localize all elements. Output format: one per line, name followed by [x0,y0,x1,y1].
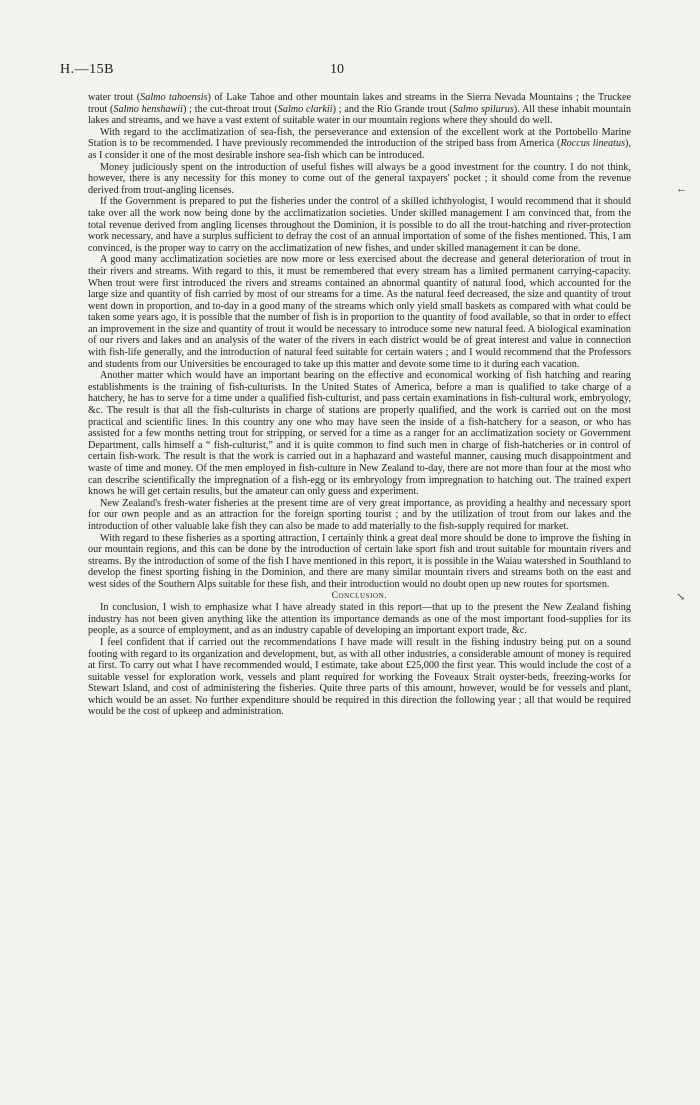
text-run: ), as I consider it one of the most desirable inshore sea-fish which can be introduced. [88,138,631,161]
margin-mark-icon: ← [676,183,687,195]
page-number: 10 [330,62,344,77]
paragraph [88,196,631,254]
text-run: With regard to the acclimatization of sea-fish, the perseverance and extension of the excellent work at the Portobello Marine Station is to be recommended. I have previously recommended the introduction of the striped bass from America ( [88,126,631,150]
species-name: Roccus lineatus [560,138,626,150]
text-run: If the Government is prepared to put the fisheries under the control of a skilled ichthyologist, I would recommend that it should take over all the work now being done by the acclimatization societies. Under skilled management I am convinced that, from the total revenue derived from angling licenses throughout the Dominion, it is possible to do all the trout-hatching and river-protection work necessary, and have a surplus sufficient to defray the cost of an annual importation of some of the fishes mentioned. This, I am convinced, is the proper way to carry on the acclimatization of new fishes, and under skilled management it can be done. [88,196,631,254]
text-run: Another matter which would have an important bearing on the effective and economical working of fish hatching and rearing establishments is the training of fish-culturists. In the United States of America, before a man is qualified to take charge of a hatchery, he has to serve for a time under a qualified fish-culturist, and pass certain examinations in fish-cultural work, embryology, &c. The result is that all the fish-culturists in charge of stations are properly qualified, and the work is carried out on the most practical and scientific lines. In this country any one who may have seen the inside of a fish-hatchery for a season, or who has assisted for a few months netting trout for stripping, or served for a time as a ranger for an acclimatization society or Government Department, calls himself a “ fish-culturist,” and it is quite common to find such men in charge of fish-hatcheries or in control of certain fish-work. The result is that the work is carried out in a haphazard and wasteful manner, causing much disappointment and waste of time and money. Of the men employed in fish-culture in New Zealand to-day, there are not more than four at the most who can describe scientifically the impregnation of a fish-egg or its embryology from impregnation to hatching out. The trained expert knows he will get certain results, but the amateur can only guess and experiment. [88,370,631,498]
text-run: I feel confident that if carried out the recommendations I have made will result in the fishing industry being put on a sound footing with regard to its organization and development, but, as with all other industries, a considerable amount of money is required at first. To carry out what I have recommended would, I estimate, take about £25,000 the first year. This would include the cost of a suitable vessel for exploration work, vessels and plant required for working the Foveaux Strait oyster-beds, freezing-works for Stewart Island, and cost of administering the fisheries. Quite three parts of this amount, however, would be for vessels and plant, which would be an asset. No further expenditure should be required in this direction the following year ; all that would be required would be the cost of upkeep and administration. [88,636,631,718]
text-run: ) ; and the Rio Grande trout ( [332,103,453,115]
page-header [60,62,620,82]
paragraph [88,498,631,533]
report-body [88,92,631,718]
document-reference: H.—15B [60,62,114,77]
paragraph [88,602,631,637]
conclusion-paragraphs [88,602,631,718]
margin-mark-icon: ↘ [676,591,686,603]
species-name: Salmo henshawii [113,103,183,115]
paragraph [88,533,631,591]
text-run: water trout ( [88,92,141,103]
species-name: Salmo tahoensis [140,92,208,103]
text-run: With regard to these fisheries as a sporting attraction, I certainly think a great deal more should be done to improve the fishing in our mountain regions, and this can be done by the introduction of certain lake sport fish and trout suitable for mountain rivers and streams. By the introduction of some of the fish I have mentioned in this report, it is possible in the Waiau watershed in Southland to develop the finest sporting fishing in the Dominion, and there are many similar mountain rivers and streams both on the east and west sides of the Southern Alps suitable for these fish, and their introduction would no doubt open up new routes for sportsmen. [88,532,631,590]
species-name: Salmo spilurus [452,103,514,115]
paragraph [88,162,631,197]
paragraph [88,127,631,162]
text-run: ) ; the cut-throat trout ( [182,103,278,115]
species-name: Salmo clarkii [277,103,333,115]
paragraph [88,254,631,370]
paragraph [88,637,631,718]
conclusion-heading: Conclusion. [331,590,388,601]
text-run: In conclusion, I wish to emphasize what I have already stated in this report—that up to the present the New Zealand fishing industry has not been given anything like the attention its importance demands as one of the most important food-supplies for its people, as a source of employment, and as an industry capable of developing an important export trade, &c. [88,602,631,637]
text-run: A good many acclimatization societies are now more or less exercised about the decrease and general deterioration of trout in their rivers and streams. With regard to this, it must be remembered that every stream has a limited permanent carrying-capacity. When trout were first introduced the rivers and streams contained an abnormal quantity of natural food, which accounted for the large size and quantity of fish carried by most of our streams for a time. As the natural feed decreased, the size and quantity of trout went down in proportion, and to-day in a good many of the streams which only yield small baskets as compared with what could be taken some years ago, it is possible that the number of fish is in proportion to the quantity of food available, so that in order to effect an improvement in the size and quantity of trout it would be necessary to introduce some new natural feed. A biological examination of our rivers and lakes and an analysis of the water of the rivers in each district would be of great interest and value in connection with fish-life generally, and the introduction of natural feed suitable for certain waters ; and I would recommend that the Professors and students from our Universities be encouraged to take up this matter and devote some time to it during each vacation. [88,254,631,370]
text-run: Money judiciously spent on the introduction of useful fishes will always be a good investment for the country. I do not think, however, there is any necessity for this money to come out of the general taxpayers' pocket ; it should come from the revenue derived from trout-angling licenses. [88,161,631,196]
text-run: ) of Lake Tahoe and other mountain lakes and streams in the Sierra Nevada Mountains ; the Truckee trout ( [88,92,631,115]
paragraph [88,92,631,127]
text-run: ). All these inhabit mountain lakes and streams, and we have a vast extent of suitable water in our mountain regions where they should do well. [88,103,631,127]
report-paragraphs [88,92,631,591]
paragraph [88,370,631,498]
text-run: New Zealand's fresh-water fisheries at the present time are of very great importance, as providing a healthy and necessary sport for our own people and as an attraction for the foreign sporting tourist ; and by the utilization of trout from our lakes and the introduction of other valuable lake fish they can also be made to add materially to the fish-supply required for market. [88,497,631,532]
